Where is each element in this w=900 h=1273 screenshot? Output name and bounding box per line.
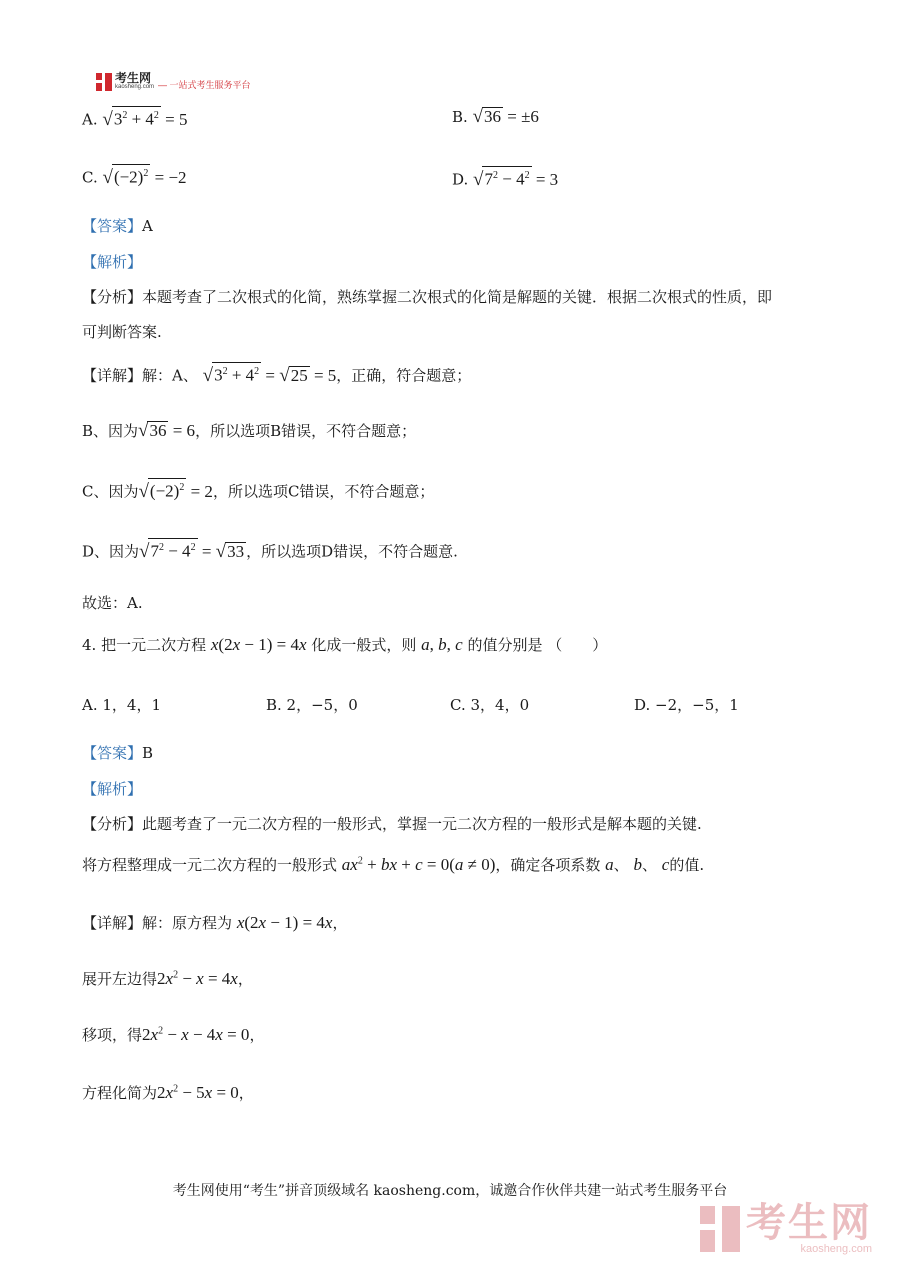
q4-fenxi-line2: 将方程整理成一元二次方程的一般形式 $ax^2$ + bx + c = 0(a ≠ 0)，确定各项系数 a、 b、 c的值. [82, 855, 705, 874]
q4-step3-formula: $2x^2 - 5x = 0$ [157, 1083, 239, 1102]
q4-coefficients: a, b, c [421, 635, 463, 654]
q4-option-a: A. 1，4，1 [82, 696, 161, 714]
q4-xiangjie: 【详解】解：原方程为 x(2x − 1) = 4x， [82, 913, 348, 932]
header-logo [96, 72, 251, 91]
q3-step-c-formula: $√(-2)^2 = 2$ [138, 482, 212, 501]
q4-question: 4. 把一元二次方程 x(2x − 1) = 4x 化成一般式，则 a, b, c 的值分别是 （ ） [82, 635, 608, 654]
option-d-label: D. [452, 170, 469, 189]
option-b-label: B. [452, 108, 468, 126]
q3-fenxi-line1: 【分析】本题考查了二次根式的化简，熟练掌握二次根式的化简是解题的关键．根据二次根式的性质，即 [82, 288, 773, 306]
q4-general-form: $ax^2$ + bx + c = 0(a ≠ 0) [341, 855, 496, 874]
q3-xiangjie-formula: $√3^2 + 4^2 = √25 = 5$ [203, 366, 337, 385]
q4-step2: 移项，得$2x^2 - x - 4x = 0$， [82, 1025, 265, 1044]
watermark-brand: 考生网 [746, 1201, 872, 1245]
q3-step-d: D、因为$√7^2 - 4^2 = √33$ ，所以选项D错误，不符合题意. [82, 538, 458, 563]
q3-step-d-formula: $√7^2 - 4^2 = √33$ [139, 542, 246, 561]
q4-step2-formula: $2x^2 - x - 4x = 0$ [142, 1025, 250, 1044]
q3-answer: 【答案】A [82, 217, 153, 235]
footer-text: 考生网使用“考生”拼音顶级域名 kaosheng.com，诚邀合作伙伴共建一站式考生服务平台 [172, 1183, 728, 1199]
q3-step-c: C、因为$√(-2)^2 = 2$，所以选项C错误，不符合题意； [82, 478, 434, 503]
watermark-mark-icon [700, 1206, 740, 1252]
q3-conclusion: 故选：A. [82, 594, 143, 612]
option-a-formula: $√3^2 + 4^2 = 5$ [102, 110, 187, 129]
option-c [82, 164, 187, 189]
watermark-domain: kaosheng.com [800, 1243, 872, 1255]
option-a-label: A. [82, 110, 98, 129]
option-b [452, 106, 539, 128]
q4-option-c: C. 3，4，0 [450, 696, 530, 714]
q4-option-b: B. 2，−5，0 [266, 696, 358, 714]
option-c-formula: $√(-2)^2 = -2$ [103, 168, 187, 187]
option-b-formula: √36 = ±6 [472, 106, 539, 127]
q3-xiangjie: 【详解】解：A、 $√3^2 + 4^2 = √25 = 5$，正确，符合题意； [82, 362, 471, 387]
option-d [452, 166, 558, 191]
q4-equation: x(2x − 1) = 4x [210, 635, 307, 654]
q3-step-b-formula: √36 = 6 [138, 420, 196, 441]
watermark-logo [700, 1203, 872, 1255]
logo-domain: kaosheng.com [115, 84, 155, 90]
logo-brand: 考生网 [115, 71, 152, 85]
logo-slogan: — 一站式考生服务平台 [158, 80, 251, 90]
option-d-formula: $√7^2 - 4^2 = 3$ [473, 170, 558, 189]
q3-step-b: B、因为√36 = 6，所以选项B错误，不符合题意； [82, 420, 417, 441]
q3-analysis-tag: 【解析】 [82, 253, 143, 271]
q4-step3: 方程化简为$2x^2 - 5x = 0$， [82, 1083, 254, 1102]
q4-analysis-tag: 【解析】 [82, 780, 143, 798]
q3-fenxi-line2: 可判断答案. [82, 323, 162, 341]
q4-answer: 【答案】B [82, 744, 154, 762]
q4-xiangjie-formula: x(2x − 1) = 4x [236, 913, 333, 932]
q4-fenxi-line1: 【分析】此题考查了一元二次方程的一般形式，掌握一元二次方程的一般形式是解本题的关键. [82, 815, 702, 833]
q4-option-d: D. −2，−5，1 [634, 696, 739, 714]
logo-mark-icon [96, 73, 112, 91]
q4-step1: 展开左边得$2x^2 - x = 4x$， [82, 969, 253, 988]
option-c-label: C. [82, 168, 98, 187]
option-a [82, 106, 188, 131]
q4-step1-formula: $2x^2 - x = 4x$ [157, 969, 238, 988]
